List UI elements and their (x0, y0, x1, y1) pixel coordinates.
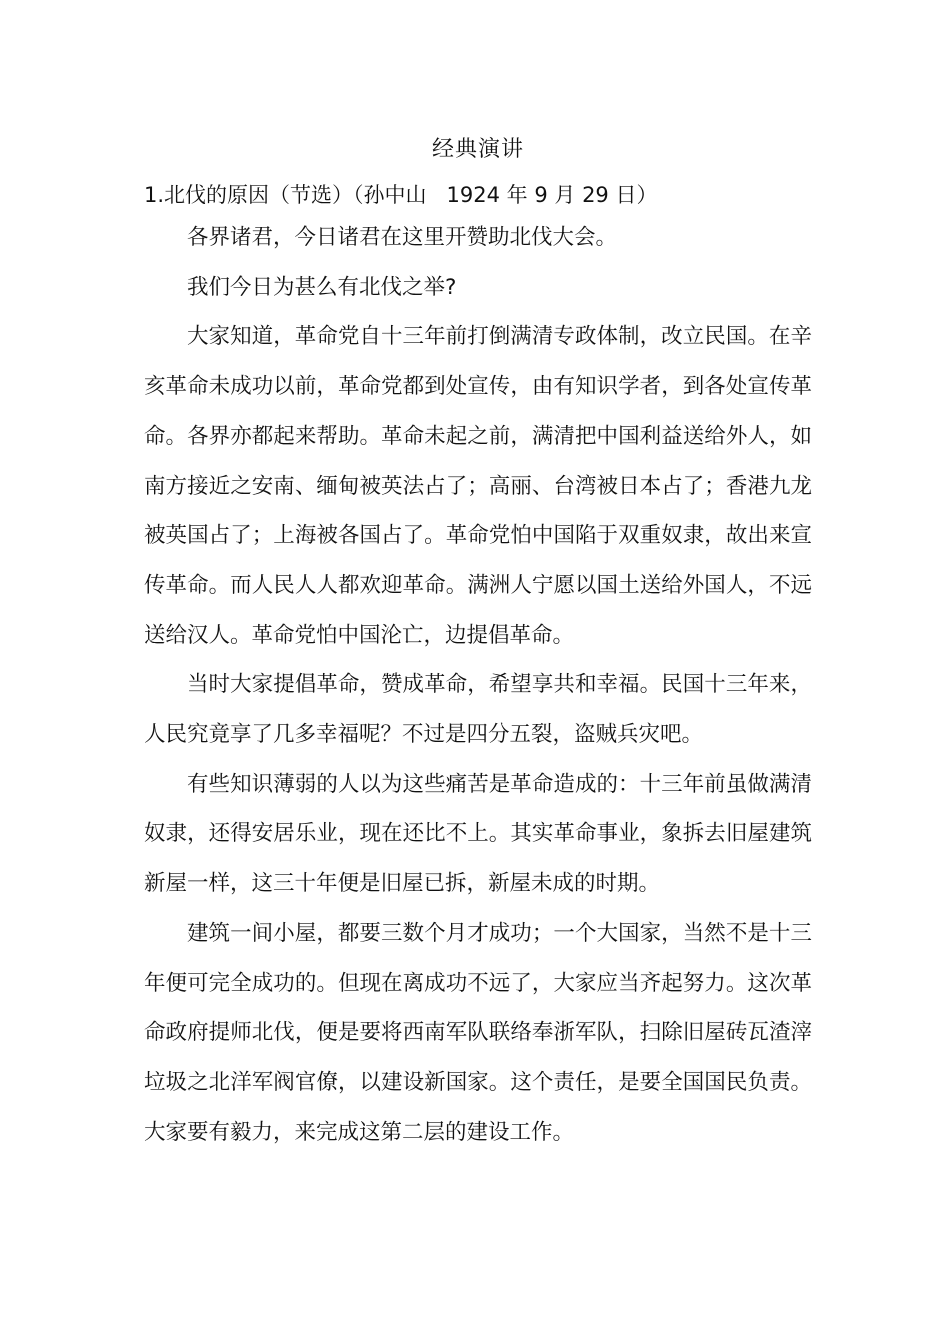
paragraph: 有些知识薄弱的人以为这些痛苦是革命造成的：十三年前虽做满清奴隶，还得安居乐业，现在还比不上。其实革命事业，象拆去旧屋建筑新屋一样，这三十年便是旧屋已拆，新屋未成的时期。 (144, 771, 812, 897)
paragraph: 我们今日为甚么有北伐之举? (187, 274, 457, 300)
speech-body (144, 213, 812, 1157)
paragraph: 各界诸君，今日诸君在这里开赞助北伐大会。 (187, 225, 618, 250)
paragraph: 大家知道，革命党自十三年前打倒满清专政体制，改立民国。在辛亥革命未成功以前，革命党都到处宣传，由有知识学者，到各处宣传革命。各界亦都起来帮助。革命未起之前，满清把中国利益送给外人，如南方接近之安南、缅甸被英法占了；高丽、台湾被日本占了；香港九龙被英国占了；上海被各国占了。革命党怕中国陷于双重奴隶，故出来宣传革命。而人民人人都欢迎革命。满洲人宁愿以国土送给外国人，不远送给汉人。革命党怕中国沦亡，边提倡革命。 (144, 324, 812, 648)
paragraph: 当时大家提倡革命，赞成革命，希望享共和幸福。民国十三年来，人民究竟享了几多幸福呢？不过是四分五裂，盗贼兵灾吧。 (144, 672, 812, 748)
paragraph: 建筑一间小屋，都要三数个月才成功；一个大国家，当然不是十三年便可完全成功的。但现在离成功不远了，大家应当齐起努力。这次革命政府提师北伐，便是要将西南军队联络奉浙军队，扫除旧屋砖瓦渣滓垃圾之北洋军阀官僚，以建设新国家。这个责任，是要全国国民负责。大家要有毅力，来完成这第二层的建设工作。 (144, 920, 812, 1145)
section-heading: 1.北伐的原因（节选）（孙中山 1924 年 9 月 29 日） (144, 183, 658, 207)
document-title: 经典演讲 (431, 137, 524, 162)
document-page (144, 130, 812, 1157)
